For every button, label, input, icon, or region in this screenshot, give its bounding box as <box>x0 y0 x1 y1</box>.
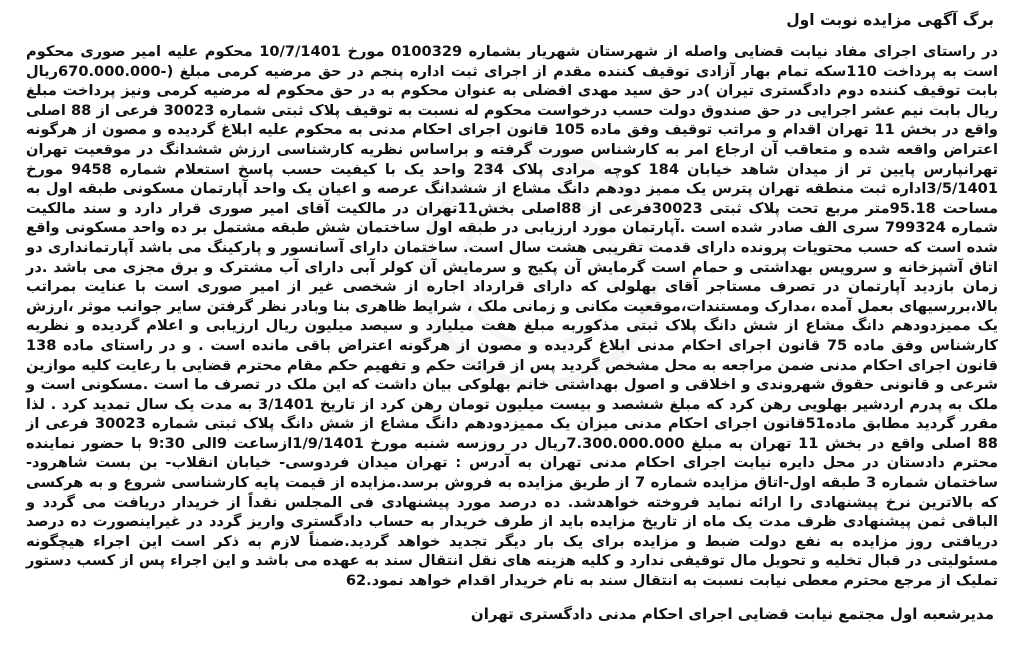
document-signature: مدیرشعبه اول مجتمع نیابت قضایی اجرای احکام مدنی دادگستری تهران <box>470 604 994 623</box>
document-title: برگ آگهی مزایده نوبت اول <box>786 11 994 29</box>
document-body: در راستای اجرای مفاد نیابت قضایی واصله از شهرستان شهریار بشماره 0100329 مورخ 10/7/1401 محکوم علیه امیر صوری محکوم است به پرداخت 110سکه تمام بهار آزادی توقیف کننده مقدم از اجرای ثبت اداره پنجم در حق مرضیه کرمی مبلغ (-670.000.000ریال بابت توقیف کننده دوم دادگستری تیران )در حق سید مهدی افضلی به عنوان محکوم به در حق محکوم له مرضیه کرمی ونیز پرداخت مبلغ ریال بابت نیم عشر اجرایی در حق صندوق دولت حسب درخواست محکوم له نسبت به توقیف پلاک ثبتی شماره 30023 فرعی از 88 اصلی واقع در بخش 11 تهران اقدام و مراتب توقیف وفق ماده 105 قانون اجرای احکام مدنی به محکوم علیه ابلاغ گردیده و مصون از هرگونه اعتراض واقعه شده و متعاقب آن ارجاع امر به کارشناس صورت گرفته و براساس نظریه کارشناسی ارزش ششدانگ در موقعیت تهران تهرانپارس پایین تر از میدان شاهد خیابان 184 کوچه مرادی پلاک 234 واحد یک با کیفیت حسب پاسخ استعلام شماره 9458 مورخ 3/5/1401اداره ثبت منطقه تهران پترس یک ممیز دودهم دانگ مشاع از ششدانگ عرصه و اعیان یک واحد آپارتمان مسکونی طبقه اول به مساحت 95.18متر مربع تحت پلاک ثبتی 30023فرعی از 88اصلی بخش11تهران در مالکیت آقای امیر صوری قرار دارد و سند مالکیت شماره 799324 سری الف صادر شده است .آپارتمان مورد ارزیابی در طبقه اول ساختمان شش طبقه مشتمل بر ده واحد مسکونی واقع شده است که حسب محتویات پرونده دارای قدمت تقریبی هشت سال است. ساختمان دارای آسانسور و پارکینگ می باشد آپارتمانداری دو اتاق آشپزخانه و سرویس بهداشتی و حمام است گرمایش آن پکیج و سرمایش آن کولر آبی دارای آب مشترک و برق مجزی می باشد .در زمان بازدید آپارتمان در تصرف مستاجر آقای بهلولی که دارای قرارداد اجاره از شخصی غیر از امیر صوری است با عنایت بمراتب بالا،بررسیهای بعمل آمده ،مدارک ومستندات،موقعیت مکانی و زمانی ملک ، شرایط ظاهری بنا وبادر نظر گرفتن سایر جوانب موثر ،ارزش یک ممیزدودهم دانگ مشاع از شش دانگ پلاک ثبتی مذکوربه مبلغ هفت میلیارد و سیصد میلیون ریال ارزیابی و اعلام گردیده و نظریه کارشناس وفق ماده 75 قانون اجرای احکام مدنی ابلاغ گردیده و مصون از هرگونه اعتراض باقی مانده است . و در راستای ماده 138 قانون اجرای احکام مدنی ضمن مراجعه به محل مشخص گردید پس از قرائت حکم و تفهیم حکم مقام محترم قضایی با رعایت کلیه موازین شرعی و قانونی حقوق شهروندی و اخلاقی و اصول بهداشتی خانم بهلوکی بیان داشت که این ملک در تصرف ما است .مسکونی است و ملک به پدرم اردشیر بهلویی رهن کرد که مبلغ ششصد و بیست میلیون تومان رهن کرد از تاریخ 3/1401 به مدت یک سال تمدید کرد . لذا مقرر گردید مطابق ماده51قانون اجرای احکام مدنی میزان یک ممیزدودهم دانگ مشاع از شش دانگ پلاک ثبتی شماره 30023 فرعی از 88 اصلی واقع در بخش 11 تهران به مبلغ 7.300.000.000ریال در روزسه شنبه مورخ 1/9/1401ازساعت 9الی 9:30 با حضور نماینده محترم دادستان در محل دایره نیابت اجرای احکام مدنی تهران به آدرس : تهران میدان فردوسی- خیابان انقلاب- بن بست شاهرود- ساختمان شماره 3 طبقه اول-اتاق مزایده شماره 7 از طریق مزایده به فروش برسد.مزایده از قیمت پایه کارشناسی شروع و به هرکسی که بالاترین نرخ پیشنهادی را ارائه نماید فروخته خواهدشد. ده درصد مورد پیشنهادی فی المجلس نقداً از خریدار دریافت می گردد و الباقی ثمن پیشنهادی ظرف مدت یک ماه از تاریخ مزایده باید از طرف خریدار به حساب دادگستری واریز گردد در غیراینصورت ده درصد دریافتی روز مزایده به نفع دولت ضبط و مزایده برای یک بار دیگر تجدید خواهد گردید.ضمناً لازم به ذکر است این اجراء هیچگونه مسئولیتی در قبال تخلیه و تحویل مال توقیفی ندارد و کلیه هزینه های نقل انتقال سند به عهده می باشد و این اجراء پس از کسب دستور تملیک از مرجع محترم معطی نیابت نسبت به انتقال سند به نام خریدار اقدام خواهد نمود.62 <box>26 43 999 590</box>
